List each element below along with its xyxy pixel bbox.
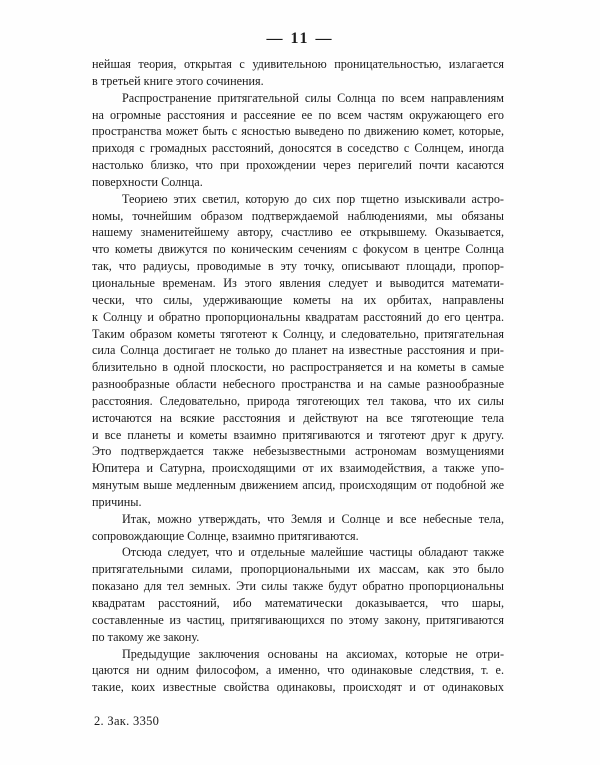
text-line: мянутым выше медленным движением апсид, происходящим от подобной же <box>92 478 504 493</box>
text-line: Предыдущие заключения основаны на аксиомах, которые не отри- <box>122 646 504 661</box>
text-line: на огромные расстояния и рассеяние ее по всем частям окружающего его <box>92 107 504 122</box>
text-line: настолько близко, что при прохождении через перигелий почти касаются <box>92 158 504 173</box>
text-line: разнообразные области небесного пространства и на самые разнообразные <box>92 377 504 392</box>
text-line: номы, точнейшим образом подтверждаемой наблюдениями, мы обязаны <box>92 208 504 223</box>
text-line: циональные временам. Из этого явления следует и выводится математи- <box>92 275 504 290</box>
text-line: составленные из частиц, притягивающихся по этому закону, притягиваются <box>92 612 504 627</box>
printer-signature-mark: 2. Зак. 3350 <box>94 714 160 728</box>
text-line: поверхности Солнца. <box>92 174 203 189</box>
text-line: Отсюда следует, что и отдельные малейшие частицы обладают также <box>122 545 504 560</box>
text-line: сила Солнца достигает не только до планет на известные расстояния и при- <box>92 343 504 358</box>
text-line: квадратам расстояний, ибо математически доказывается, что шары, <box>92 596 504 610</box>
text-line: чески, что силы, удерживающие кометы на их орбитах, направлены <box>92 292 504 307</box>
text-line: такие, коих известные свойства одинаковы, происходят и от одинаковых <box>92 680 504 695</box>
text-line: нейшая теория, открытая с удивительною проницательностью, излагается <box>92 57 504 71</box>
text-line: Теориею этих светил, которую до сих пор тщетно изыскивали астро- <box>122 191 504 206</box>
text-line: Распространение притягательной силы Солнца по всем направлениям <box>122 90 504 105</box>
text-block <box>92 56 504 696</box>
text-line: по такому же закону. <box>92 629 200 644</box>
text-line: Таким образом кометы тяготеют к Солнцу, и следовательно, притягательная <box>92 326 504 341</box>
text-line: Итак, можно утверждать, что Земля и Солнце и все небесные тела, <box>122 511 504 526</box>
text-line: расстояния. Следовательно, природа тяготеющих тел такова, что их силы <box>92 393 504 408</box>
text-line: близительно в одной плоскости, но распространяется и на кометы в самые <box>92 360 504 375</box>
text-line: источаются на всякие расстояния и действуют на все тяготеющие тела <box>92 410 504 425</box>
text-line: показано для тел земных. Эти силы также будут обратно пропорциональны <box>92 579 504 594</box>
page-number: — 11 — <box>266 30 334 47</box>
text-line: что кометы движутся по коническим сечениям с фокусом в центре Солнца <box>92 242 504 257</box>
text-line: в третьей книге этого сочинения. <box>92 73 264 88</box>
text-line: притягательными силами, пропорциональными их массам, как это было <box>92 562 504 577</box>
text-line: причины. <box>92 494 142 509</box>
text-line: Юпитера и Сатурна, происходящими от их взаимодействия, а также упо- <box>92 461 504 476</box>
text-line: нашему знаменитейшему автору, счастливо ее открывшему. Оказывается, <box>92 225 504 240</box>
text-line: сопровождающие Солнце, взаимно притягиваются. <box>92 528 359 543</box>
text-line: пространства может быть с ясностью выведено по движению комет, которые, <box>92 124 504 139</box>
text-line: Это подтверждается также небезызвестными астрономам возмущениями <box>92 444 504 459</box>
text-line: и все планеты и кометы взаимно притягиваются и тяготеют друг к другу. <box>92 427 504 442</box>
text-line: приходя с громадных расстояний, доносятся в соседство с Солнцем, иногда <box>92 141 504 156</box>
text-line: так, что радиусы, проводимые в эту точку, описывают площади, пропор- <box>92 259 504 274</box>
text-line: цаются ни одним философом, а именно, что одинаковые следствия, т. е. <box>92 663 504 678</box>
text-line: к Солнцу и обратно пропорциональны квадратам расстояний до его центра. <box>92 309 504 324</box>
